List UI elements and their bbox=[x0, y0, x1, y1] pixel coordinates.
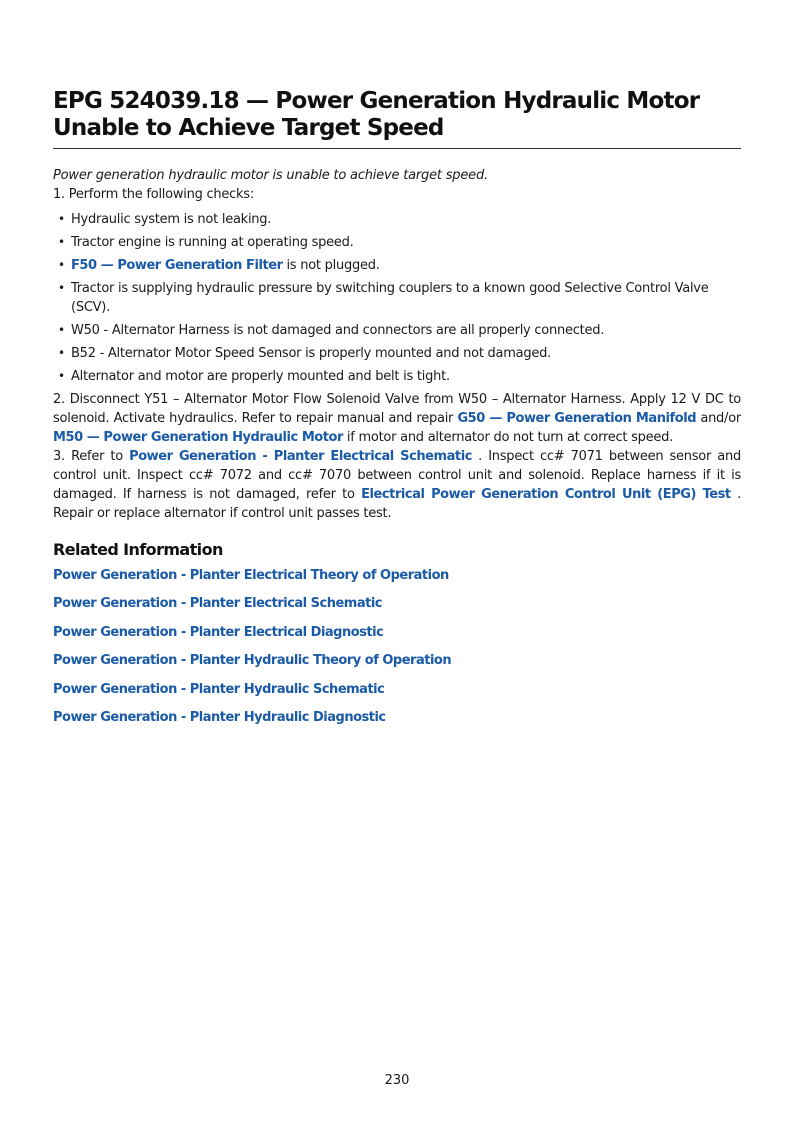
bullet-icon: • bbox=[58, 346, 65, 360]
step-2-part: if motor and alternator do not turn at correct speed. bbox=[343, 430, 674, 445]
related-link-hydraulic-theory[interactable]: Power Generation - Planter Hydraulic Theory of Operation bbox=[53, 653, 452, 669]
related-link-electrical-theory[interactable]: Power Generation - Planter Electrical Theory of Operation bbox=[53, 568, 449, 583]
check-item bbox=[53, 233, 741, 252]
check-item bbox=[53, 321, 741, 340]
page-number: 230 bbox=[384, 1073, 410, 1088]
check-item bbox=[53, 367, 741, 386]
check-item-text: B52 - Alternator Motor Speed Sensor is properly mounted and not damaged. bbox=[71, 346, 552, 361]
related-link-item bbox=[53, 624, 741, 642]
check-item bbox=[53, 256, 741, 275]
bullet-icon: • bbox=[58, 369, 65, 383]
check-item bbox=[53, 210, 741, 229]
electrical-schematic-link[interactable]: Power Generation - Planter Electrical Schematic bbox=[129, 449, 472, 464]
step-2-part: and/or bbox=[696, 411, 741, 426]
bullet-icon: • bbox=[58, 258, 65, 272]
step-3-part: . Repair or replace alternator if control unit passes test. bbox=[53, 487, 741, 521]
related-link-item bbox=[53, 652, 741, 670]
related-link-item bbox=[53, 709, 741, 727]
check-item-text: Alternator and motor are properly mounted and belt is tight. bbox=[71, 369, 450, 384]
related-link-item bbox=[53, 681, 741, 699]
step-3-part: 3. Refer to bbox=[53, 449, 130, 464]
related-information-heading: Related Information bbox=[53, 540, 223, 559]
checks-list bbox=[53, 210, 741, 386]
g50-manifold-link[interactable]: G50 — Power Generation Manifold bbox=[457, 411, 697, 426]
related-link-electrical-diagnostic[interactable]: Power Generation - Planter Electrical Diagnostic bbox=[53, 624, 384, 640]
check-item-text: Tractor engine is running at operating speed. bbox=[71, 235, 354, 250]
step-2-text bbox=[53, 390, 741, 447]
step-3-part: . Inspect cc# 7071 between sensor and control unit. Inspect cc# 7072 and cc# 7070 between control unit and solenoid. Replace harness if it is damaged. If harness is not damaged, refer to bbox=[53, 449, 741, 502]
document-page bbox=[53, 88, 741, 737]
f50-filter-link[interactable]: F50 — Power Generation Filter bbox=[71, 258, 283, 273]
check-item-text: is not plugged. bbox=[282, 258, 380, 273]
step-3-text bbox=[53, 447, 741, 523]
bullet-icon: • bbox=[58, 212, 65, 226]
bullet-icon: • bbox=[58, 235, 65, 249]
epg-test-link[interactable]: Electrical Power Generation Control Unit (EPG) Test bbox=[361, 487, 731, 502]
check-item-text: W50 - Alternator Harness is not damaged and connectors are all properly connected. bbox=[71, 323, 605, 338]
related-link-hydraulic-schematic[interactable]: Power Generation - Planter Hydraulic Schematic bbox=[53, 681, 385, 697]
bullet-icon: • bbox=[58, 281, 65, 295]
related-link-electrical-schematic[interactable]: Power Generation - Planter Electrical Schematic bbox=[53, 596, 382, 612]
related-links-list bbox=[53, 567, 741, 727]
intro-text: Power generation hydraulic motor is unable to achieve target speed. bbox=[53, 168, 488, 183]
check-item-text: Tractor is supplying hydraulic pressure by switching couplers to a known good Selective Control Valve (SCV). bbox=[71, 281, 709, 315]
check-item bbox=[53, 344, 741, 363]
page-title: EPG 524039.18 — Power Generation Hydraulic Motor Unable to Achieve Target Speed bbox=[53, 88, 741, 149]
related-link-hydraulic-diagnostic[interactable]: Power Generation - Planter Hydraulic Diagnostic bbox=[53, 709, 386, 725]
step-1-text: 1. Perform the following checks: bbox=[53, 187, 254, 202]
m50-motor-link[interactable]: M50 — Power Generation Hydraulic Motor bbox=[53, 430, 343, 445]
related-link-item bbox=[53, 595, 741, 613]
check-item-text: Hydraulic system is not leaking. bbox=[71, 212, 272, 227]
related-link-item bbox=[53, 567, 741, 585]
step-2-part: 2. Disconnect Y51 – Alternator Motor Flow Solenoid Valve from W50 – Alternator Harness. Apply 12 V DC to solenoid. Activate hydraulics. Refer to repair manual and repair bbox=[53, 392, 741, 426]
check-item bbox=[53, 279, 741, 317]
bullet-icon: • bbox=[58, 323, 65, 337]
